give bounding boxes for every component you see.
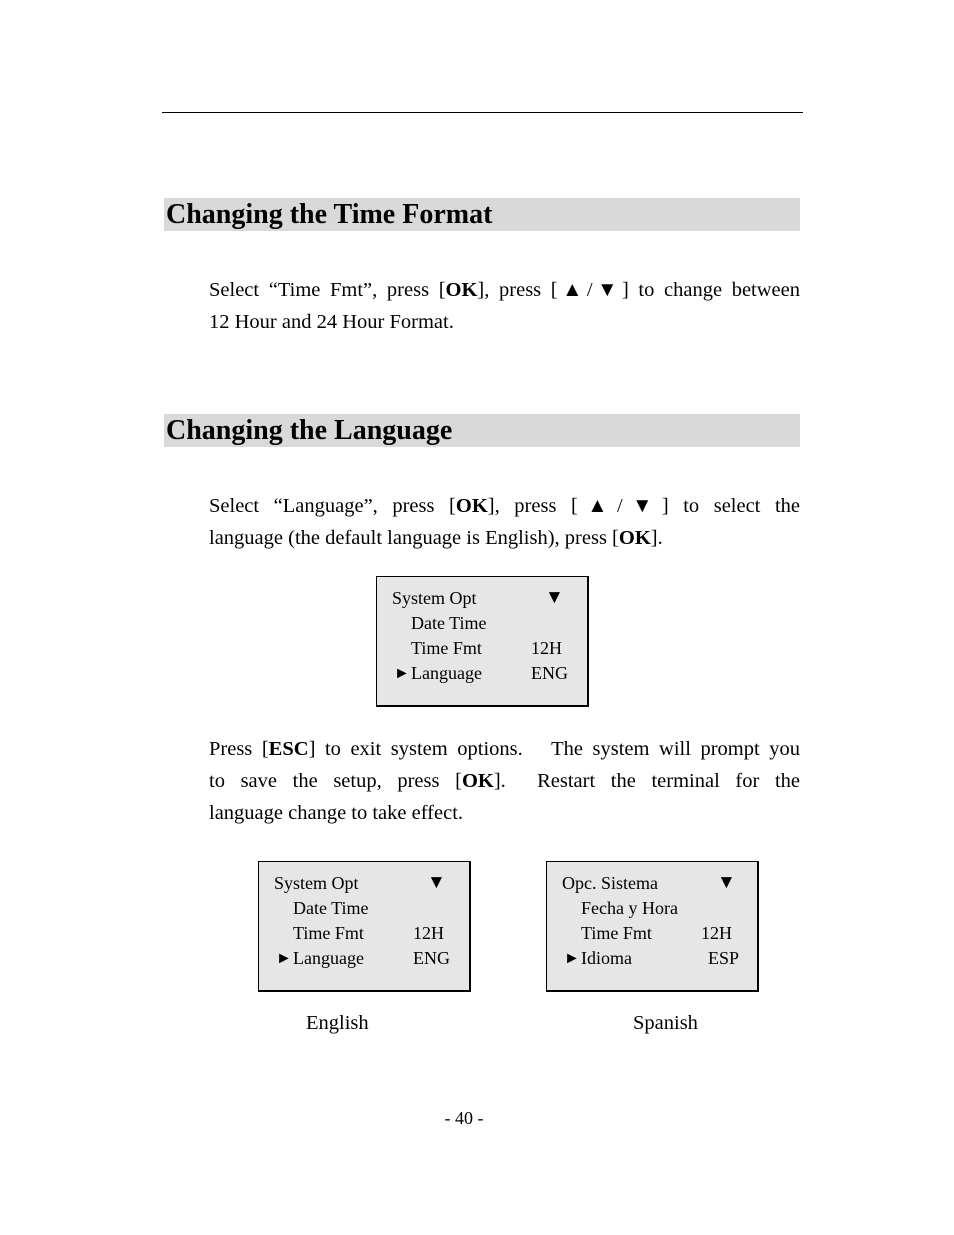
down-arrow-icon: ▼ [545, 587, 564, 608]
menu-value-time-fmt: 12H [413, 923, 444, 943]
paragraph-line [209, 274, 800, 306]
paragraph-line [209, 733, 800, 765]
text-run: ]. [650, 527, 663, 549]
down-arrow-icon: ▼ [717, 872, 736, 893]
paragraph-line [209, 765, 800, 797]
text-run: to save the setup, press [ [209, 770, 462, 792]
menu-value-time-fmt: 12H [701, 923, 732, 943]
menu-value-time-fmt: 12H [531, 638, 562, 658]
caption-spanish: Spanish [633, 1012, 698, 1034]
lcd-screen-english [258, 861, 471, 992]
menu-item-language: Language [293, 948, 364, 968]
text-run: ] to exit system options. The system will prompt you [308, 738, 800, 760]
cursor-icon: ► [276, 950, 292, 967]
cursor-icon: ► [564, 950, 580, 967]
menu-item-time-fmt: Time Fmt [581, 923, 652, 943]
menu-item-date-time: Date Time [293, 898, 369, 918]
menu-value-language: ENG [413, 948, 450, 968]
text-run: ], press [▲/▼] to change between [477, 279, 800, 301]
text-run: Select “Time Fmt”, press [ [209, 279, 446, 301]
paragraph-esc [209, 733, 800, 829]
menu-value-language: ENG [531, 663, 568, 683]
text-run: ], press [▲/▼] to select the [487, 495, 800, 517]
menu-item-fecha-hora: Fecha y Hora [581, 898, 678, 918]
paragraph-time-format [209, 274, 800, 338]
key-ok: OK [618, 527, 651, 549]
key-ok: OK [445, 279, 478, 301]
key-ok: OK [461, 770, 494, 792]
heading-language: Changing the Language [164, 414, 800, 447]
paragraph-line [209, 522, 800, 554]
lcd-screen-main [376, 576, 589, 707]
cursor-icon: ► [394, 665, 410, 682]
menu-item-language: Language [411, 663, 482, 683]
menu-item-time-fmt: Time Fmt [293, 923, 364, 943]
paragraph-line [209, 490, 800, 522]
page-number: - 40 - [444, 1108, 484, 1128]
down-arrow-icon: ▼ [427, 872, 446, 893]
lcd-screen-spanish [546, 861, 759, 992]
screen-title: System Opt [274, 873, 359, 893]
key-ok: OK [455, 495, 488, 517]
menu-item-date-time: Date Time [411, 613, 487, 633]
menu-value-idioma: ESP [708, 948, 740, 968]
screen-title: System Opt [392, 588, 477, 608]
text-run: Select “Language”, press [ [209, 495, 456, 517]
paragraph-language [209, 490, 800, 554]
menu-item-time-fmt: Time Fmt [411, 638, 482, 658]
text-run: ]. Restart the terminal for the [493, 770, 800, 792]
heading-time-format: Changing the Time Format [164, 198, 800, 231]
key-esc: ESC [268, 738, 309, 760]
paragraph-line: 12 Hour and 24 Hour Format. [209, 311, 454, 333]
caption-english: English [306, 1012, 369, 1034]
screen-title: Opc. Sistema [562, 873, 658, 893]
paragraph-line: language change to take effect. [209, 802, 464, 824]
text-run: language (the default language is English), press [ [209, 527, 619, 549]
header-rule [162, 112, 803, 113]
menu-item-idioma: Idioma [581, 948, 632, 968]
text-run: Press [ [209, 738, 269, 760]
